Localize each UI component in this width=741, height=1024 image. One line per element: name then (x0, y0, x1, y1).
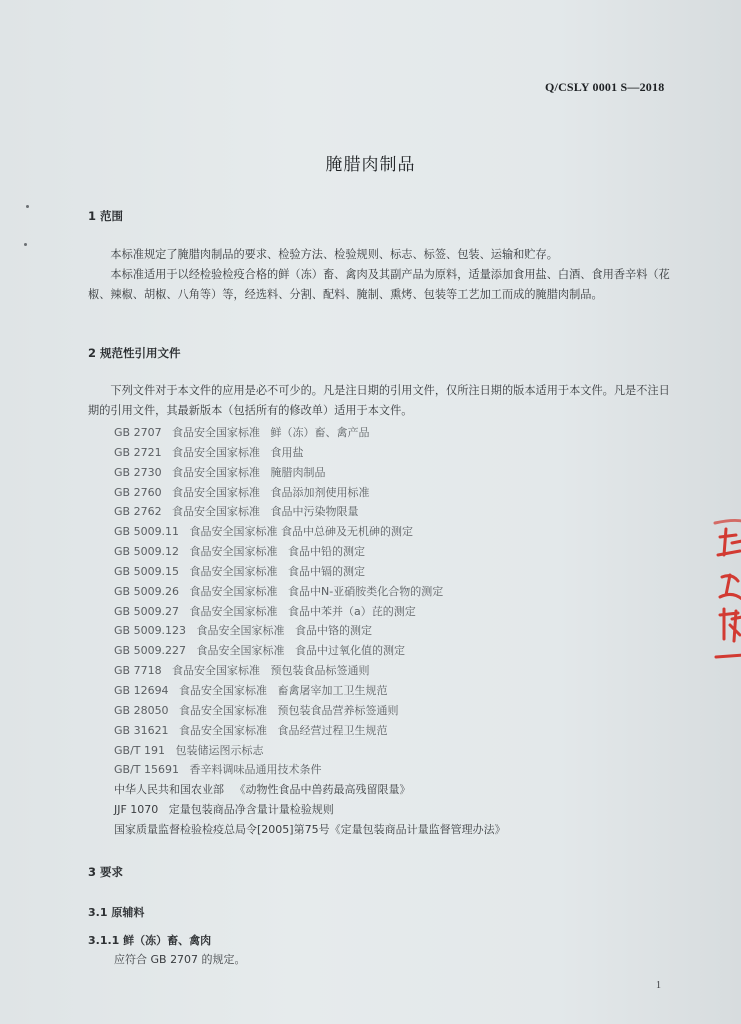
reference-item: 国家质量监督检验检疫总局令[2005]第75号《定量包装商品计量监督管理办法》 (114, 822, 506, 836)
reference-item: GB 31621 食品安全国家标准 食品经营过程卫生规范 (114, 723, 388, 737)
reference-item: GB 2707 食品安全国家标准 鲜（冻）畜、禽产品 (114, 426, 370, 439)
reference-item: GB 2721 食品安全国家标准 食用盐 (114, 445, 304, 459)
section-2-heading: 2 规范性引用文件 (88, 346, 181, 360)
reference-item: GB 2760 食品安全国家标准 食品添加剂使用标准 (114, 485, 370, 499)
reference-item: GB 5009.27 食品安全国家标准 食品中苯并（a）芘的测定 (114, 604, 416, 618)
reference-item: GB 2762 食品安全国家标准 食品中污染物限量 (114, 505, 359, 519)
reference-item: GB 5009.123 食品安全国家标准 食品中铬的测定 (114, 624, 373, 638)
reference-item: GB/T 191 包装储运图示标志 (114, 743, 264, 757)
reference-list (114, 423, 506, 840)
reference-item: GB 2730 食品安全国家标准 腌腊肉制品 (114, 465, 326, 479)
section-1-heading: 1 范围 (88, 209, 124, 223)
reference-item: GB 5009.26 食品安全国家标准 食品中N-亚硝胺类化合物的测定 (114, 584, 444, 598)
section-3-1-1-heading: 3.1.1 鲜（冻）畜、禽肉 (88, 934, 212, 947)
scope-paragraph-1: 本标准规定了腌腊肉制品的要求、检验方法、检验规则、标志、标签、包装、运输和贮存。 (110, 248, 558, 261)
reference-item: GB 28050 食品安全国家标准 预包装食品营养标签通则 (114, 703, 399, 717)
reference-item: GB 5009.12 食品安全国家标准 食品中铅的测定 (114, 545, 366, 559)
normative-references-intro: 下列文件对于本文件的应用是必不可少的。凡是注日期的引用文件，仅所注日期的版本适用于本文件。凡是不注日期的引用文件，其最新版本（包括所有的修改单）适用于本文件。 (88, 384, 670, 417)
standard-code: Q/CSLY 0001 S—2018 (545, 80, 665, 94)
scan-speck (24, 243, 27, 246)
reference-item: GB 5009.227 食品安全国家标准 食品中过氧化值的测定 (114, 644, 406, 658)
reference-item: GB 7718 食品安全国家标准 预包装食品标签通则 (114, 664, 370, 678)
reference-item: GB 12694 食品安全国家标准 畜禽屠宰加工卫生规范 (114, 683, 388, 697)
reference-item: GB 5009.11 食品安全国家标准 食品中总砷及无机砷的测定 (114, 525, 414, 539)
reference-item: GB/T 15691 香辛料调味品通用技术条件 (114, 763, 322, 777)
section-3-1-heading: 3.1 原辅料 (88, 906, 145, 919)
seal-stamp-fragment (712, 515, 741, 665)
document-title: 腌腊肉制品 (325, 155, 416, 175)
scope-paragraph-2: 本标准适用于以经检验检疫合格的鲜（冻）畜、禽肉及其副产品为原料，适量添加食用盐、白酒、食用香辛料（花椒、辣椒、胡椒、八角等）等，经选料、分割、配料、腌制、熏烤、包装等工艺加工而成的腌腊肉制品。 (88, 268, 670, 301)
section-3-1-1-text: 应符合 GB 2707 的规定。 (114, 953, 246, 966)
reference-item: 中华人民共和国农业部 《动物性食品中兽药最高残留限量》 (114, 783, 411, 797)
section-3-heading: 3 要求 (88, 865, 124, 879)
scan-speck (26, 205, 29, 208)
reference-item: JJF 1070 定量包装商品净含量计量检验规则 (114, 803, 334, 817)
page-number: 1 (656, 980, 661, 991)
reference-item: GB 5009.15 食品安全国家标准 食品中镉的测定 (114, 564, 366, 578)
